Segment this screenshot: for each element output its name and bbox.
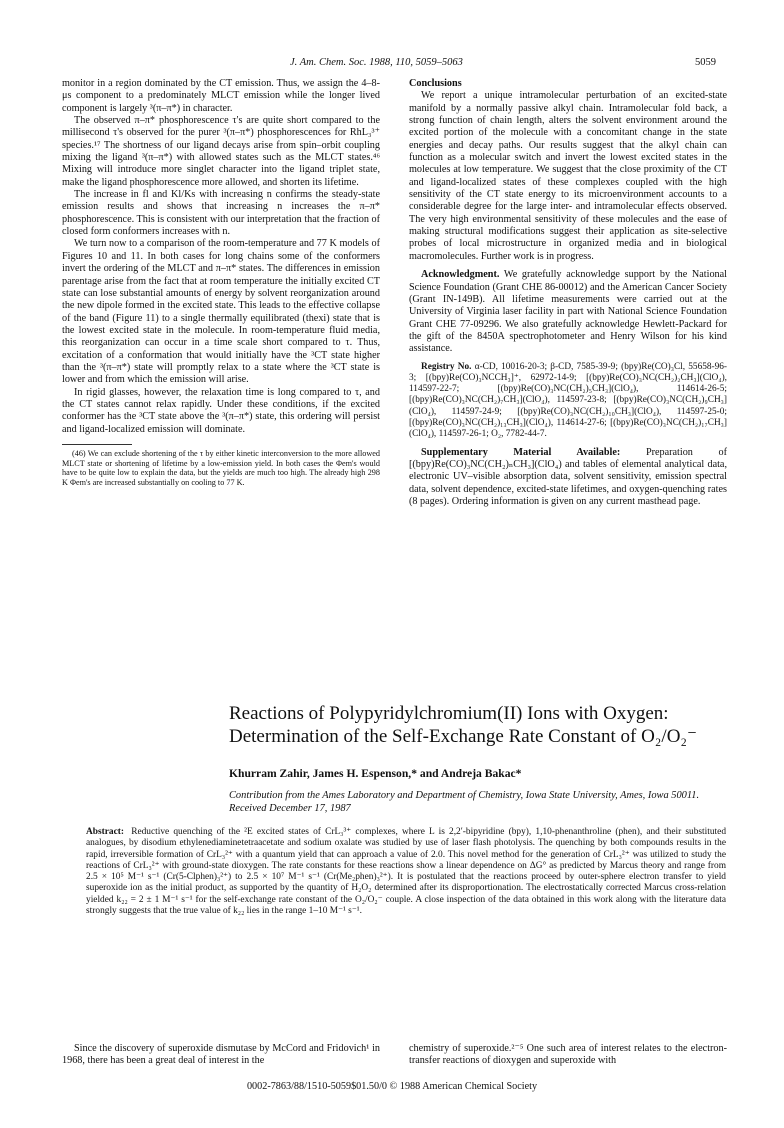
- section-heading-conclusions: Conclusions: [409, 78, 462, 89]
- page-number: 5059: [695, 57, 716, 68]
- acknowledgment-heading: Acknowledgment.: [421, 269, 500, 281]
- right-column: [409, 78, 727, 508]
- acknowledgment-text: We gratefully acknowledge support by the National Science Foundation (Grant CHE 86-00012) and the American Cancer Society (Grant IN-149B). All lifetime measurements were carried out at the University of Virginia laser facility in part with National Science Foundation Grant CHE 77-09296. We also gratefully acknowledge Hewlett-Packard for the gift of the 8450A spectrophotometer and Henry Wilson for his kind assistance.: [409, 269, 727, 355]
- title-line-2: Determination of the Self-Exchange Rate Constant of O₂/O₂⁻: [229, 726, 698, 747]
- footnote-46: (46) We can exclude shortening of the τ by either kinetic interconversion to the more allowed MLCT state or shortening of lifetime by a low-emission yield. In both cases the Φem's would have to be quite low to explain the data, but the yields are much too high. The already high 298 K Φem's are increased substantially on cooling to 77 K.: [62, 448, 380, 487]
- running-header: J. Am. Chem. Soc. 1988, 110, 5059–5063: [290, 57, 463, 68]
- paragraph: We turn now to a comparison of the room-temperature and 77 K models of Figures 10 and 11. In both cases for long chains some of the conformers invert the ordering of the MLCT and π–π* states. The differences in emission parentage arise from the fact that at room temperature the initially excited CT state can lose substantial amounts of energy by solvent reorganization around the new dipole formed in the excited state. This leads to the effective collapse of the band (Figure 11) to a single thermally equilibrated (thexi) state that is the lowest excited state in the molecule. In room-temperature fluid media, this reorganization can occur in a time scale short compared to τ. Thus, excitation of a conformation that would initially have the ³CT state higher than the ³(π–π*) state will promptly relax to a state where the ³CT state is lower and from which the emission will arise.: [62, 238, 380, 386]
- supplementary-heading: Supplementary Material Available:: [421, 446, 621, 458]
- left-column: [62, 78, 380, 487]
- footnote-rule: [62, 444, 132, 445]
- paragraph: We report a unique intramolecular perturbation of an excited-state manifold by a normally passive alkyl chain. Intramolecular fold back, a strong function of chain length, alters the solvent environment around the excited portion of the molecule with a concomitant change in the state energies and decay paths. Our results suggest that the alkyl chain can function as a molecular switch and invert the lowest excited states in the molecules at low temperature. We suggest that the close proximity of the CT and ligand-localized states of these complexes coupled with the high sensitivity of the CT state energy to its microenvironment accounts to a considerable degree for the large inter- and intramolecular effects observed. The very high environmental sensitivity of these molecules and the ease of making structural modifications suggest their application as site-selective probes of local microstructure in organized media and in biological macromolecules. Further work is in progress.: [409, 90, 727, 262]
- paragraph: The observed π–π* phosphorescence τ's are quite short compared to the millisecond τ's observed for the purer ³(π–π*) phosphorescences for RhL₃³⁺ species.¹⁷ The shortness of our ligand decays arise from spin–orbit coupling mixing the ligand ³(π–π*) with allowed states such as the MLCT states.⁴⁶ Mixing will introduce more singlet character into the ligand triplet state, make the ligand phosphorescence more allowed, and shorten its lifetime.: [62, 115, 380, 188]
- affiliation: Contribution from the Ames Laboratory and Department of Chemistry, Iowa State University, Ames, Iowa 50011. Received December 17, 1987: [229, 790, 700, 814]
- paragraph: The increase in fl and Kl/Ks with increasing n confirms the steady-state emission results and shows that increasing n increases the π–π* phosphorescence. This is consistent with our interpretation that the fraction of closed form conformers increases with n.: [62, 189, 380, 238]
- registry-heading: Registry No.: [421, 361, 472, 372]
- abstract-text: Reductive quenching of the ²E excited states of CrL₃³⁺ complexes, where L is 2,2′-bipyridine (bpy), 1,10-phenanthroline (phen), and their substituted analogues, by disodium ethylenediaminetetraacetate and sodium oxalate was studied by use of laser flash photolysis. The quenching by both compounds results in the rapid, irreversible formation of CrL₃²⁺ with a quantum yield that can approach a value of 2.0. This novel method for the generation of CrL₃²⁺ was utilized to study the reactions of CrL₃²⁺ with ground-state dioxygen. The rate constants for these reactions show a linear dependence on ΔG° as predicted by Marcus theory and range from 2.5 × 10⁵ M⁻¹ s⁻¹ (Cr(5-Clphen)₃²⁺) to 2.5 × 10⁷ M⁻¹ s⁻¹ (Cr(Me₂phen)₃²⁺). It is postulated that the reactions proceed by outer-sphere electron transfer to yield superoxide ion as the initial product, as supported by the quantity of H₂O₂ determined after its disproportionation. The electrostatically corrected Marcus cross-relation yielded k₂₂ = 2 ± 1 M⁻¹ s⁻¹ for the self-exchange rate constant of the O₂/O₂⁻ couple. A close inspection of the data obtained in this work along with the literature data strongly suggests that the true value of k₂₂ lies in the range 1–10 M⁻¹ s⁻¹.: [86, 827, 727, 917]
- registry-numbers: [409, 362, 727, 441]
- abstract: [86, 827, 726, 917]
- paragraph: monitor in a region dominated by the CT emission. Thus, we assign the 4–8-μs component to a predominately MLCT emission while the longer lived component is largely ³(π–π*) in character.: [62, 78, 380, 114]
- article-title: [229, 702, 749, 748]
- paragraph: chemistry of superoxide.²⁻⁵ One such area of interest relates to the electron-transfer reactions of dioxygen and superoxide with: [409, 1043, 727, 1067]
- intro-right-column: [409, 1043, 727, 1068]
- paragraph: Since the discovery of superoxide dismutase by McCord and Fridovich¹ in 1968, there has been a great deal of interest in the: [62, 1043, 380, 1067]
- acknowledgment: [409, 269, 727, 355]
- abstract-heading: Abstract:: [86, 827, 125, 837]
- supplementary-text: Preparation of [(bpy)Re(CO)₃NC(CH₂)ₙCH₃](ClO₄) and tables of elemental analytical data, electronic UV–visible absorption data, solvent sensitivity, emission spectral data, solvent dependence, excited-state lifetimes, and oxygen-quenching rates (8 pages). Ordering information is given on any current masthead page.: [409, 446, 727, 508]
- paragraph: In rigid glasses, however, the relaxation time is long compared to τ, and the CT states cannot relax rapidly. Under these conditions, if the excited conformer has the ³CT state above the ³(π–π*) state, this ordering will persist and ligand-localized emission will dominate.: [62, 386, 380, 435]
- registry-text: α-CD, 10016-20-3; β-CD, 7585-39-9; (bpy)Re(CO)₃Cl, 55658-96-3; [(bpy)Re(CO)₃NCCH₃]⁺, 62972-14-9; [(bpy)Re(CO)₃NC(CH₂)₂CH₃](ClO₄), 114597-22-7; [(bpy)Re(CO)₃NC(CH₂)₅CH₃](ClO₄), 114614-26-5; [(bpy)Re(CO)₃NC(CH₂)₇CH₃](ClO₄), 114597-23-8; [(bpy)Re(CO)₃NC(CH₂)₉CH₃](ClO₄), 114597-24-9; [(bpy)Re(CO)₃NC(CH₂)₁₀CH₃](ClO₄), 114597-25-0; [(bpy)Re(CO)₃NC(CH₂)₁₃CH₃](ClO₄), 114614-27-6; [(bpy)Re(CO)₃NC(CH₂)₁₇CH₃](ClO₄), 114597-26-1; O₂, 7782-44-7.: [409, 361, 727, 440]
- supplementary-material: [409, 447, 727, 509]
- intro-left-column: [62, 1043, 380, 1068]
- title-line-1: Reactions of Polypyridylchromium(II) Ions with Oxygen:: [229, 703, 669, 724]
- copyright-line: 0002-7863/88/1510-5059$01.50/0 © 1988 American Chemical Society: [246, 1081, 538, 1092]
- authors: Khurram Zahir, James H. Espenson,* and Andreja Bakac*: [229, 767, 522, 780]
